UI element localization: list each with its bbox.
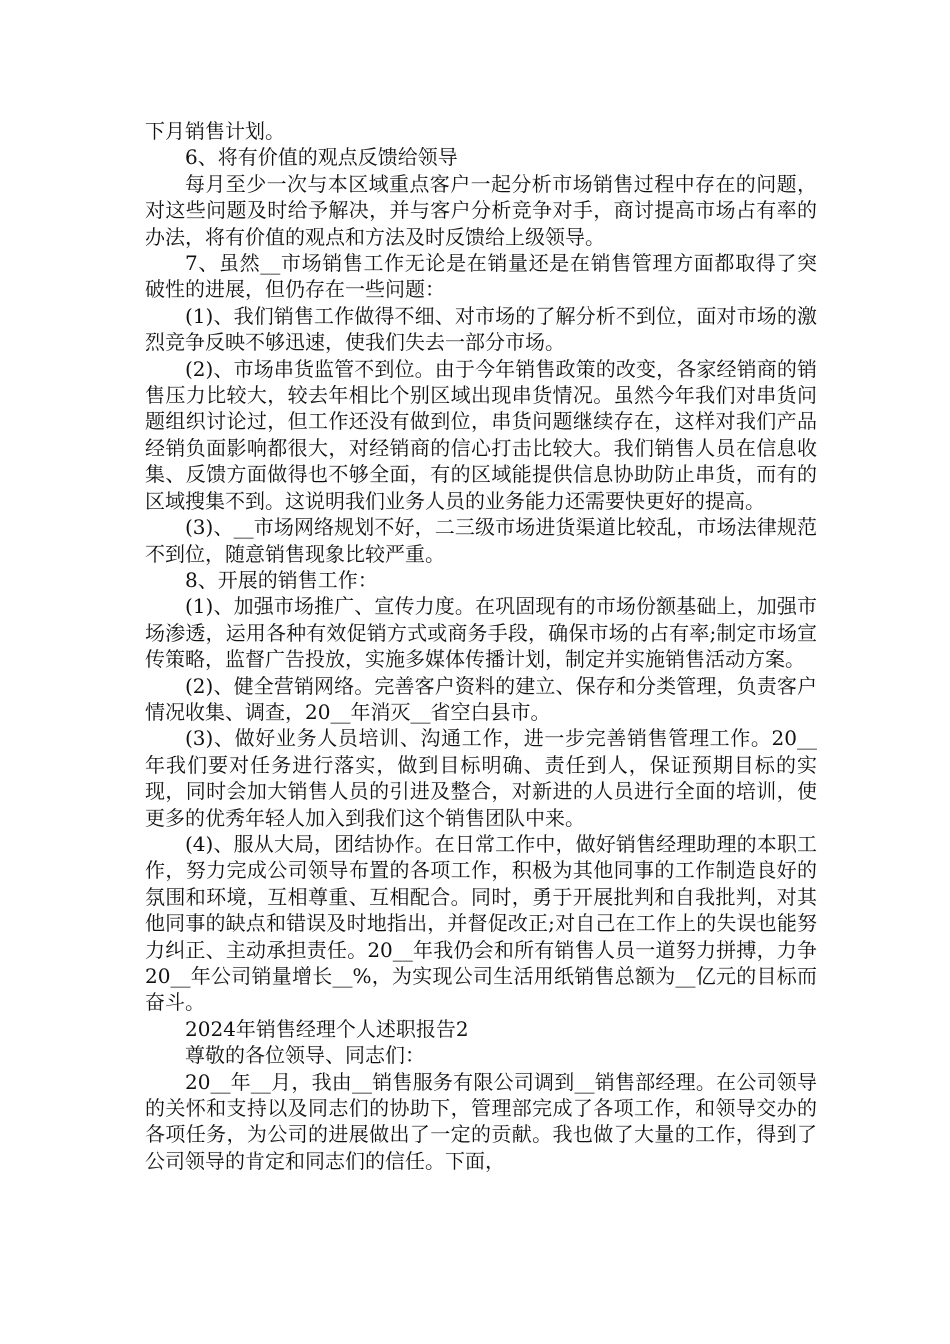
- paragraph-continuation: 下月销售计划。: [145, 119, 285, 143]
- salutation: 尊敬的各位领导、同志们：: [185, 1043, 425, 1068]
- list-item: (3)、做好业务人员培训、沟通工作，进一步完善销售管理工作。20__年我们要对任务进行落实，做到目标明确、责任到人，保证预期目标的实现，同时会加大销售人员的引进及整合，对新进的人员进行全面的培训，使更多的优秀年轻人加入到我们这个销售团队中来。: [145, 726, 817, 830]
- section-heading-6: 6、将有价值的观点反馈给领导: [185, 145, 458, 170]
- list-item: (2)、健全营销网络。完善客户资料的建立、保存和分类管理，负责客户情况收集、调查，20__年消灭__省空白县市。: [145, 673, 817, 724]
- list-item: (3)、__市场网络规划不好，二三级市场进货渠道比较乱，市场法律规范不到位，随意销售现象比较严重。: [145, 515, 817, 566]
- section-heading-8: 8、开展的销售工作：: [185, 567, 378, 592]
- document-page: [145, 118, 817, 1174]
- report-title: 2024年销售经理个人述职报告2: [185, 1016, 469, 1041]
- list-item: (1)、加强市场推广、宣传力度。在巩固现有的市场份额基础上，加强市场渗透，运用各种有效促销方式或商务手段，确保市场的占有率;制定市场宣传策略，监督广告投放，实施多媒体传播计划，制定并实施销售活动方案。: [145, 594, 817, 672]
- list-item: (4)、服从大局，团结协作。在日常工作中，做好销售经理助理的本职工作，努力完成公司领导布置的各项工作，积极为其他同事的工作制造良好的氛围和环境，互相尊重、互相配合。同时，勇于开展批判和自我批判，对其他同事的缺点和错误及时地指出，并督促改正;对自己在工作上的失误也能努力纠正、主动承担责任。20__年我仍会和所有销售人员一道努力拼搏，力争20__年公司销量增长__%，为实现公司生活用纸销售总额为__亿元的目标而奋斗。: [145, 831, 817, 1015]
- list-item: (1)、我们销售工作做得不细、对市场的了解分析不到位，面对市场的激烈竞争反映不够迅速，使我们失去一部分市场。: [145, 303, 817, 355]
- paragraph: 每月至少一次与本区域重点客户一起分析市场销售过程中存在的问题，对这些问题及时给予解决，并与客户分析竞争对手，商讨提高市场占有率的办法，将有价值的观点和方法及时反馈给上级领导。: [145, 171, 817, 249]
- paragraph: 20__年__月，我由__销售服务有限公司调到__销售部经理。在公司领导的关怀和支持以及同志们的协助下，管理部完成了各项工作，和领导交办的各项任务，为公司的进展做出了一定的贡献。我也做了大量的工作，得到了公司领导的肯定和同志们的信任。下面，: [145, 1069, 817, 1173]
- list-item: (2)、市场串货监管不到位。由于今年销售政策的改变，各家经销商的销售压力比较大，较去年相比个别区域出现串货情况。虽然今年我们对串货问题组织讨论过，但工作还没有做到位，串货问题继续存在，这样对我们产品经销负面影响都很大，对经销商的信心打击比较大。我们销售人员在信息收集、反馈方面做得也不够全面，有的区域能提供信息协助防止串货，而有的区域搜集不到。这说明我们业务人员的业务能力还需要快更好的提高。: [145, 356, 817, 513]
- section-heading-7: 7、虽然__市场销售工作无论是在销量还是在销售管理方面都取得了突破性的进展，但仍存在一些问题：: [145, 251, 817, 302]
